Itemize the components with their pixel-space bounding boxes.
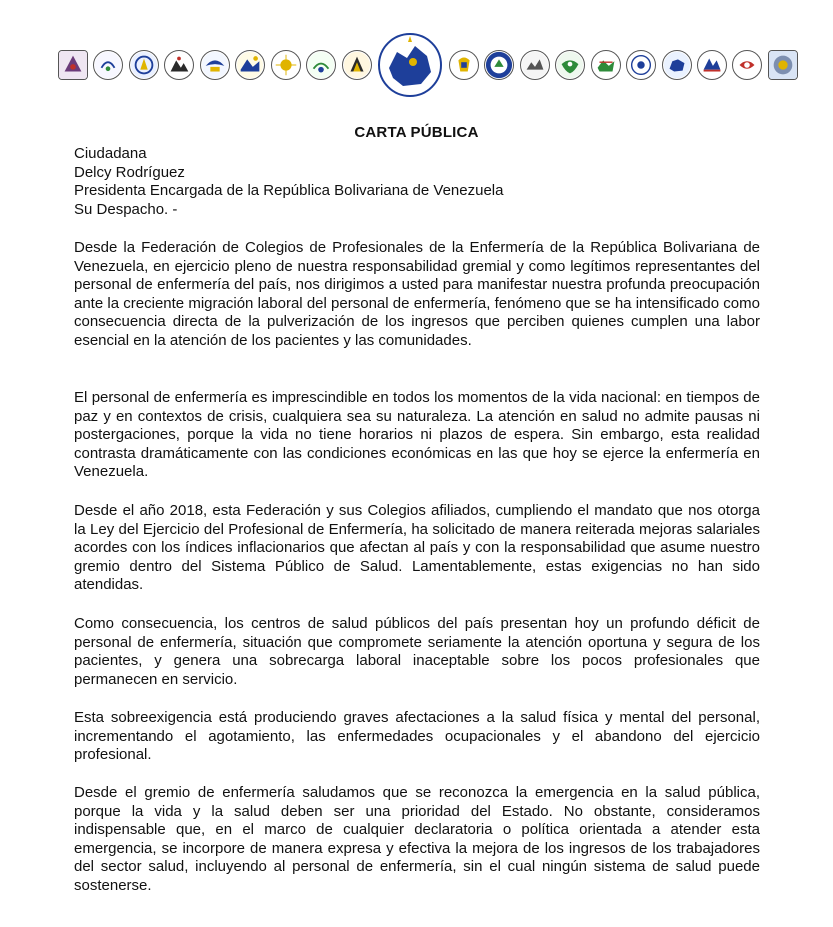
- nursing-college-logo-16: [662, 50, 692, 80]
- nursing-college-logo-14: [591, 50, 621, 80]
- nursing-college-logo-4: [164, 50, 194, 80]
- nursing-college-logo-9: [342, 50, 372, 80]
- nursing-college-logo-10: [449, 50, 479, 80]
- nursing-college-logo-12: [520, 50, 550, 80]
- letter-paragraph: Desde el gremio de enfermería saludamos que se reconozca la emergencia en la salud pública, porque la vida y la salud deben ser una prioridad del Estado. No obstante, consideramos indispensable que, en el marco de cualquier declaratoria o política orientada a atender esta emergencia, se incorpore de manera expresa y efectiva la mejora de los ingresos de los trabajadores del sector salud, incluyendo al personal de enfermería, sin el cual ningún sistema de salud puede sostenerse.: [74, 784, 760, 894]
- letter-paragraph: Esta sobreexigencia está produciendo graves afectaciones a la salud física y mental del personal, incrementando el agotamiento, las enfermedades ocupacionales y el abandono del ejercicio profesional.: [74, 709, 760, 763]
- nursing-college-logo-6: [235, 50, 265, 80]
- nursing-college-logo-5: [200, 50, 230, 80]
- recipient-line: Su Despacho. -: [74, 200, 178, 218]
- nursing-college-logo-3: [129, 50, 159, 80]
- letter-paragraph: El personal de enfermería es imprescindible en todos los momentos de la vida nacional: en tiempos de paz y en contextos de crisis, cualquiera sea su naturaleza. La atención en salud no admite pausas ni postergaciones, porque la vida no tiene horarios ni plazos de espera. Sin embargo, esta realidad contrasta dramáticamente con las condiciones económicas en las que hoy se ejerce la enfermería en Venezuela.: [74, 389, 760, 480]
- nursing-college-logo-17: [697, 50, 727, 80]
- recipient-line: Presidenta Encargada de la República Bolivariana de Venezuela: [74, 182, 504, 199]
- letter-title: CARTA PÚBLICA: [354, 124, 479, 141]
- nursing-college-logo-2: [93, 50, 123, 80]
- nursing-college-logo-8: [306, 50, 336, 80]
- letter-paragraph: Como consecuencia, los centros de salud públicos del país presentan hoy un profundo déficit de personal de enfermería, situación que compromete seriamente la atención oportuna y segura de los pacientes, y genera una sobrecarga laboral inaceptable sobre los pocos profesionales que permanecen en servicio.: [74, 615, 760, 688]
- recipient-line: Ciudadana: [74, 145, 147, 162]
- recipient-block: [74, 145, 774, 219]
- logo-strip: [58, 26, 798, 104]
- letter-paragraph: Desde el año 2018, esta Federación y sus Colegios afiliados, cumpliendo el mandato que nos otorga la Ley del Ejercicio del Profesional de Enfermería, ha solicitado de manera reiterada mejoras salariales acordes con los índices inflacionarios que afectan al país y con la responsabilidad que asume nuestro gremio dentro del Sistema Público de Salud. Lamentablemente, estas exigencias no han sido atendidas.: [74, 502, 760, 593]
- letter-paragraph: Desde la Federación de Colegios de Profesionales de la Enfermería de la República Bolivariana de Venezuela, en ejercicio pleno de nuestra responsabilidad gremial y como legítimos representantes del personal de enfermería del país, nos dirigimos a usted para manifestar nuestra profunda preocupación ante la creciente migración laboral del personal de enfermería, fenómeno que se ha intensificado como consecuencia directa de la pulverización de los ingresos que perciben quienes cumplen una labor esencial en la atención de los pacientes y las comunidades.: [74, 239, 760, 349]
- nursing-college-logo-7: [271, 50, 301, 80]
- nursing-college-logo-18: [732, 50, 762, 80]
- nursing-college-logo-13: [555, 50, 585, 80]
- nursing-college-logo-15: [626, 50, 656, 80]
- nursing-college-logo-11: [484, 50, 514, 80]
- nursing-college-logo-1: [58, 50, 88, 80]
- nursing-college-logo-19: [768, 50, 798, 80]
- federation-logo: [377, 28, 443, 102]
- recipient-line: Delcy Rodríguez: [74, 163, 185, 181]
